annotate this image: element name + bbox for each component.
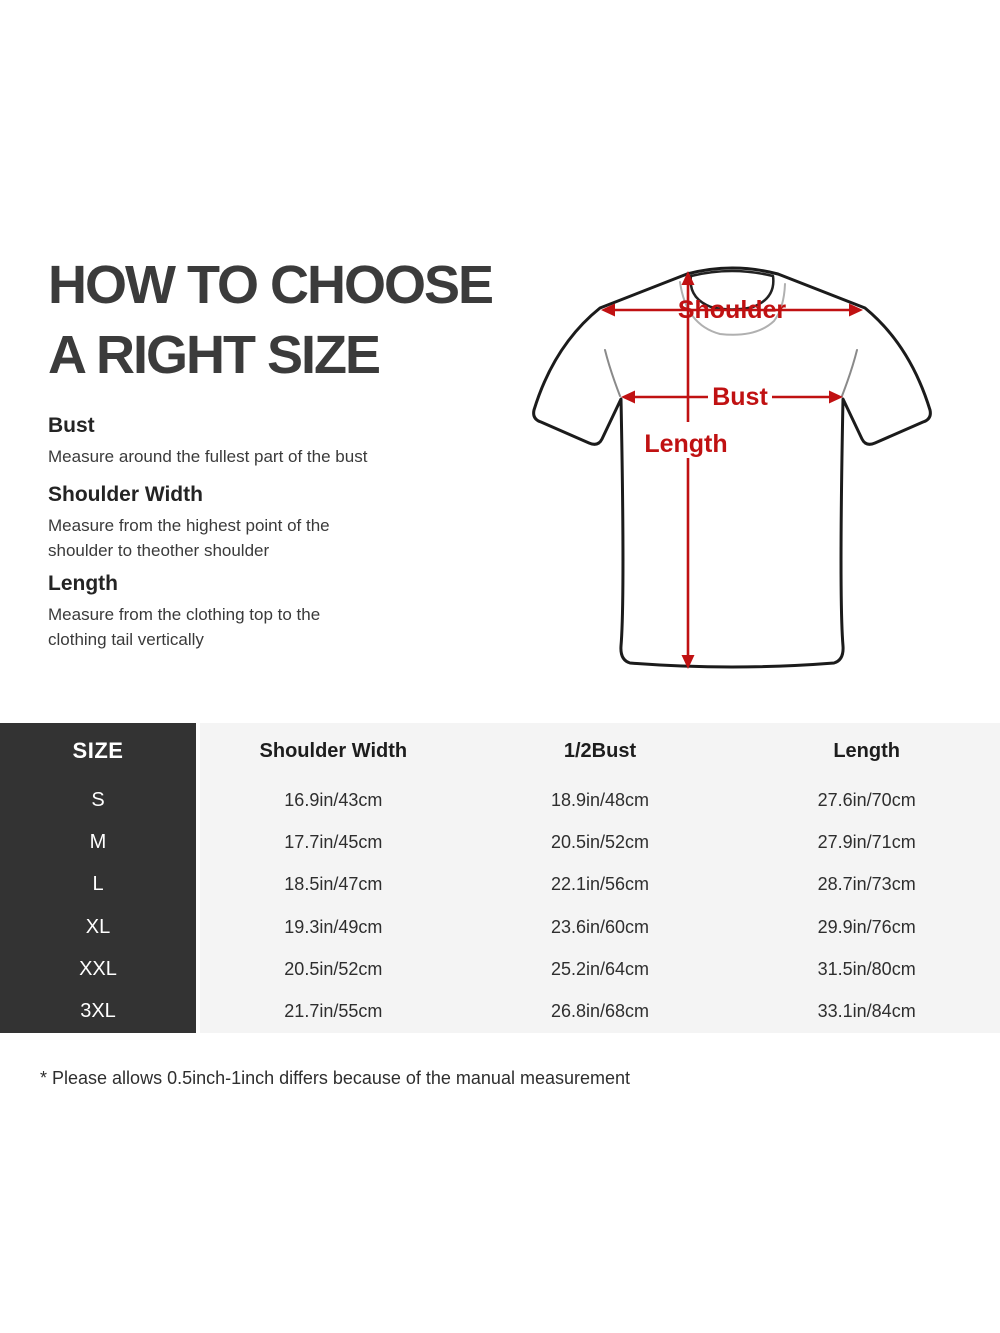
cell-length: 33.1in/84cm xyxy=(817,1001,916,1022)
instruction-title: Bust xyxy=(48,414,95,437)
length-label: Length xyxy=(644,430,728,458)
shoulder-label: Shoulder xyxy=(677,296,787,324)
page-title-line2: A RIGHT SIZE xyxy=(48,325,380,385)
instruction-title: Length xyxy=(48,572,118,595)
cell-bust: 20.5in/52cm xyxy=(550,831,650,852)
size-column xyxy=(0,723,196,1033)
table-row xyxy=(200,948,1000,990)
cell-length: 29.9in/76cm xyxy=(817,916,916,937)
size-label: XXL xyxy=(79,957,117,980)
page-title-line1: HOW TO CHOOSE xyxy=(48,255,493,315)
cell-shoulder: 17.7in/45cm xyxy=(284,831,383,852)
size-label: S xyxy=(91,788,105,811)
cell-shoulder: 19.3in/49cm xyxy=(284,916,383,937)
table-row xyxy=(200,779,1000,821)
instruction-bust xyxy=(48,414,448,469)
table-row xyxy=(200,821,1000,863)
tshirt-diagram xyxy=(510,250,970,690)
table-row xyxy=(200,864,1000,906)
tshirt-outline-icon xyxy=(534,268,931,667)
size-column-header: SIZE xyxy=(72,738,124,763)
cell-length: 31.5in/80cm xyxy=(817,958,916,979)
size-label: L xyxy=(92,873,104,896)
cell-shoulder: 20.5in/52cm xyxy=(284,958,383,979)
instruction-text: Measure from the highest point of the xyxy=(48,516,330,535)
column-header-bust: 1/2Bust xyxy=(563,739,637,762)
size-label: XL xyxy=(85,915,111,938)
instruction-text: Measure from the clothing top to the xyxy=(48,605,321,624)
cell-shoulder: 21.7in/55cm xyxy=(284,1001,383,1022)
size-label: M xyxy=(89,830,107,853)
table-header-row xyxy=(200,723,1000,779)
column-header-shoulder: Shoulder Width xyxy=(259,739,408,762)
instruction-text: Measure around the fullest part of the bust xyxy=(48,447,368,466)
bust-label: Bust xyxy=(712,383,768,411)
instruction-title: Shoulder Width xyxy=(48,483,203,506)
cell-bust: 26.8in/68cm xyxy=(550,1001,650,1022)
cell-shoulder: 18.5in/47cm xyxy=(284,874,383,895)
instruction-length xyxy=(48,572,448,652)
cell-shoulder: 16.9in/43cm xyxy=(284,789,383,810)
measurements-grid xyxy=(200,723,1000,1033)
table-row xyxy=(200,991,1000,1033)
cell-bust: 18.9in/48cm xyxy=(550,789,650,810)
instruction-text: clothing tail vertically xyxy=(48,630,204,649)
cell-bust: 23.6in/60cm xyxy=(550,916,650,937)
size-table xyxy=(0,723,1000,1033)
cell-length: 27.9in/71cm xyxy=(817,831,916,852)
cell-bust: 22.1in/56cm xyxy=(550,874,650,895)
cell-length: 28.7in/73cm xyxy=(817,874,916,895)
instruction-shoulder-width xyxy=(48,483,448,563)
cell-bust: 25.2in/64cm xyxy=(550,958,650,979)
page-title xyxy=(48,250,492,390)
column-header-length: Length xyxy=(833,739,900,762)
measurement-disclaimer: * Please allows 0.5inch-1inch differs because of the manual measurement xyxy=(40,1068,631,1088)
cell-length: 27.6in/70cm xyxy=(817,789,916,810)
table-row xyxy=(200,906,1000,948)
size-label: 3XL xyxy=(80,1000,116,1023)
instruction-text: shoulder to theother shoulder xyxy=(48,541,270,560)
